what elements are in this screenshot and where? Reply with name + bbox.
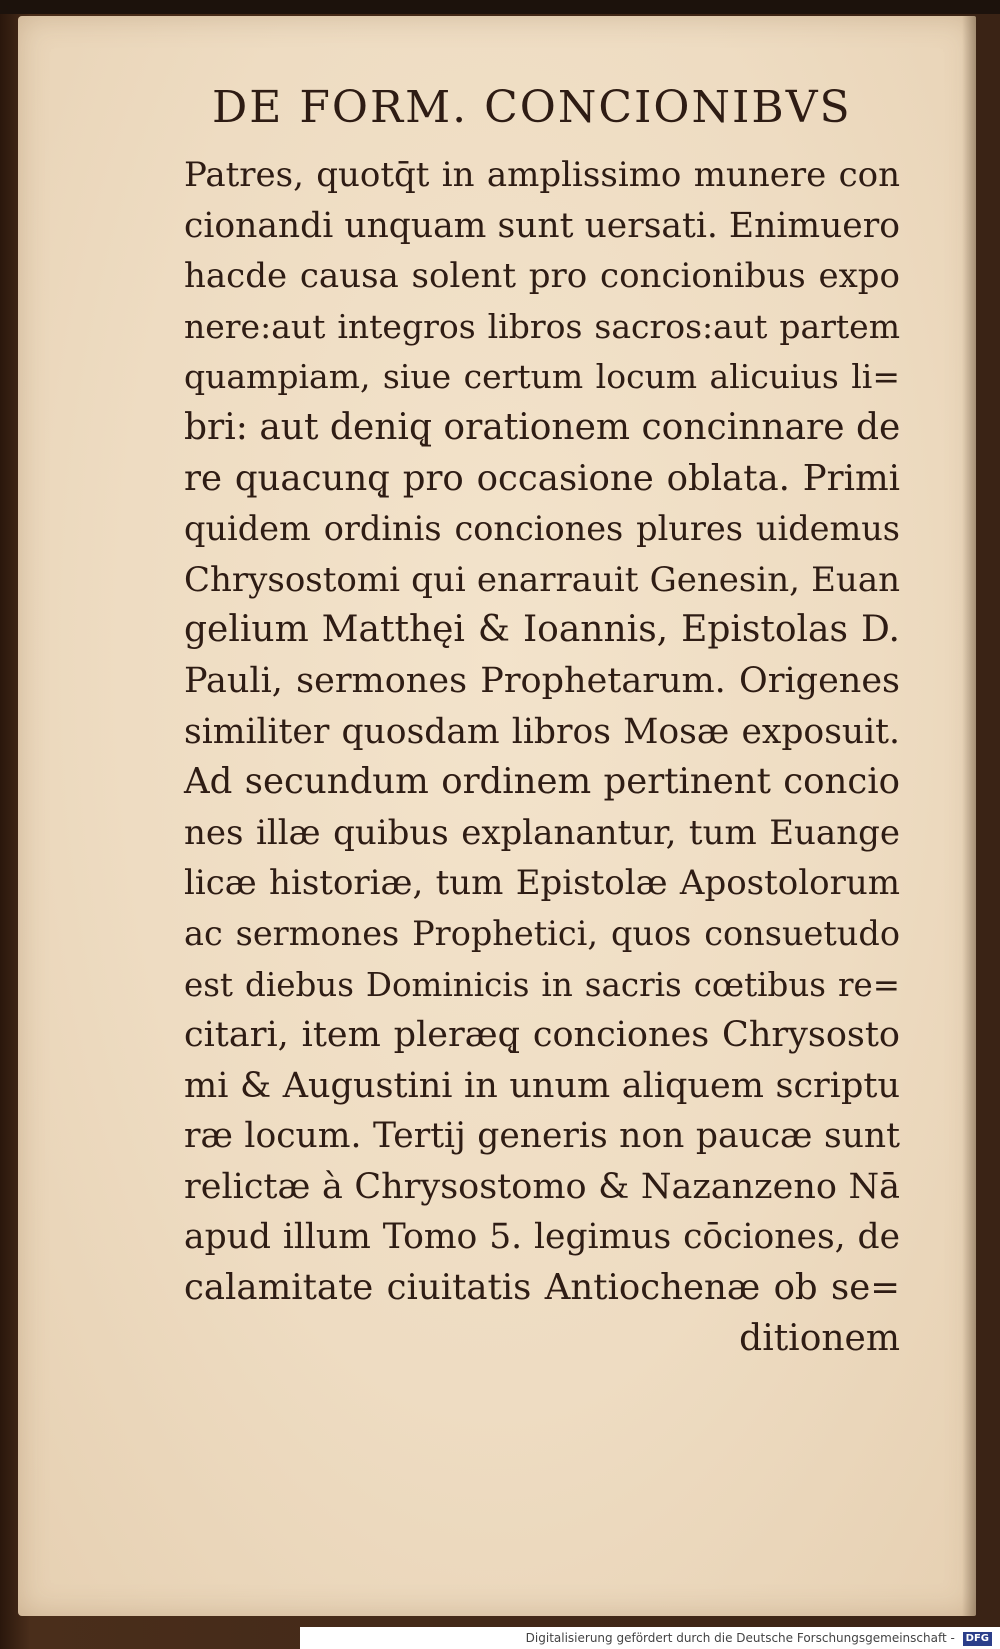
text-line: ac sermones Prophetici, quos consuetudo (184, 913, 900, 953)
text-line: nes illæ quibus explanantur, tum Euange (184, 812, 900, 853)
text-line: quidem ordinis conciones plures uidemus (184, 509, 900, 549)
text-line: cionandi unquam sunt uersati. Enimuero (184, 205, 900, 246)
text-line: re quacunq̨ pro occasione oblata. Primi (184, 457, 900, 499)
text-line: calamitate ciuitatis Antiochenæ ob se= (184, 1267, 900, 1309)
text-line: hacde causa solent pro concionibus expo (184, 256, 900, 297)
text-line: bri: aut deniq̨ orationem concinnare de (184, 406, 901, 448)
text-line: apud illum Tomo 5. legimus cōciones, de (184, 1217, 900, 1258)
text-line: nere:aut integros libros sacros:aut partem (184, 306, 900, 346)
text-line: relictæ à Chrysostomo & Nazanzeno Nā (184, 1166, 900, 1207)
running-header: DE FORM. CONCIONIBVS (212, 82, 852, 133)
text-line: similiter quosdam libros Mosæ exposuit. (184, 711, 900, 752)
catchword: ditionem (739, 1317, 900, 1359)
digitization-credit-bar (300, 1627, 1000, 1649)
text-line: licæ historiæ, tum Epistolæ Apostolorum (184, 863, 900, 904)
text-line: citari, item pleræq̨ conciones Chrysosto (184, 1015, 900, 1056)
text-line: Pauli, sermones Prophetarum. Origenes (184, 660, 900, 701)
text-line: Chrysostomi qui enarrauit Genesin, Euan (184, 559, 900, 600)
text-line: Ad secundum ordinem pertinent concio (184, 761, 900, 803)
digitization-credit-text: Digitalisierung gefördert durch die Deutsche Forschungsgemeinschaft - (525, 1631, 955, 1645)
scan-top-edge (0, 0, 1000, 14)
text-line: ræ locum. Tertij generis non paucæ sunt (184, 1116, 900, 1157)
text-line: Patres, quotq̄t in amplissimo munere con (184, 155, 900, 195)
text-line: gelium Matthęi & Ioannis, Epistolas D. (184, 609, 900, 651)
page-body-text (184, 150, 900, 1364)
text-line: est diebus Dominicis in sacris cœtibus re= (184, 965, 900, 1004)
text-line: mi & Augustini in unum aliquem scriptu (184, 1065, 900, 1106)
page-gutter-shadow (962, 16, 976, 1616)
dfg-logo: DFG (963, 1632, 992, 1646)
text-line: quampiam, siue certum locum alicuius li= (184, 357, 900, 397)
